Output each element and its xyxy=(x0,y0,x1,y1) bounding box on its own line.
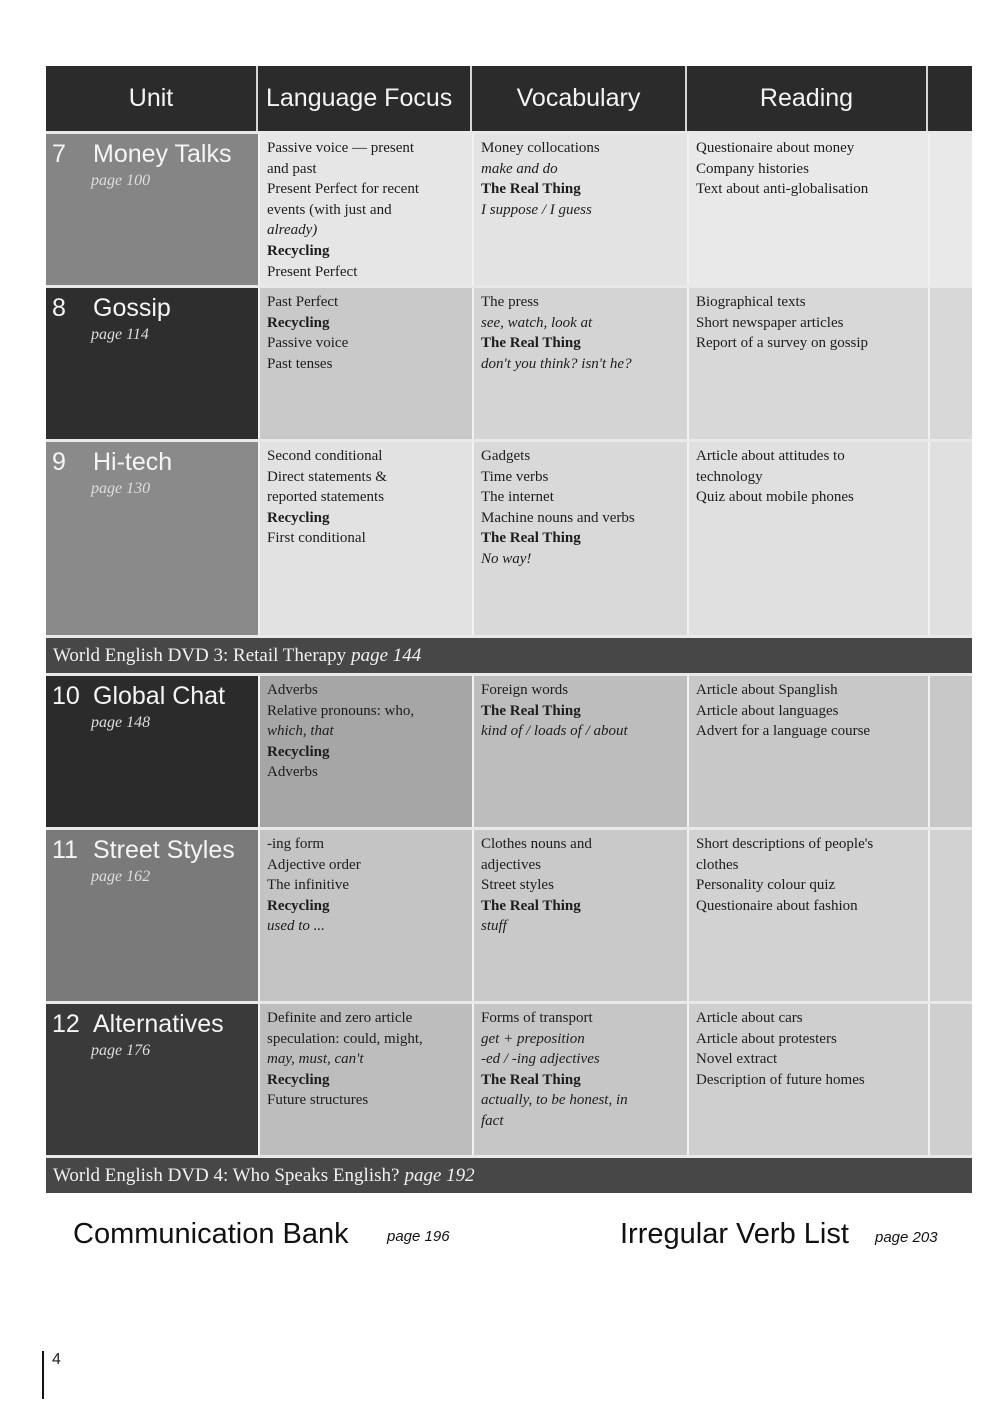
vocabulary-cell xyxy=(472,134,687,285)
unit-row xyxy=(46,285,972,439)
cell-line: Clothes nouns and xyxy=(481,836,592,852)
dvd-label: World English DVD 3: Retail Therapy xyxy=(53,644,347,666)
table-header-row xyxy=(46,66,972,131)
cell-line: used to ... xyxy=(267,918,325,935)
cell-line: Recycling xyxy=(267,509,330,526)
cell-line: clothes xyxy=(696,856,739,873)
cell-line: adjectives xyxy=(481,856,541,873)
unit-cell xyxy=(46,676,258,827)
cell-line: events (with just and xyxy=(267,201,392,218)
unit-page: page 148 xyxy=(91,714,151,731)
cell-line: technology xyxy=(696,468,763,485)
header-unit: Unit xyxy=(46,66,258,131)
cell-line: speculation: could, might, xyxy=(267,1030,423,1047)
cell-line: The Real Thing xyxy=(481,1071,581,1088)
header-reading: Reading xyxy=(687,66,928,131)
cell-line: Short newspaper articles xyxy=(696,314,844,331)
cell-line: Forms of transport xyxy=(481,1010,593,1026)
unit-number: 10 xyxy=(52,682,80,710)
unit-cell xyxy=(46,1004,258,1155)
next-column-cell xyxy=(928,676,972,827)
dvd-band xyxy=(46,1155,972,1193)
cell-line: The press xyxy=(481,294,539,310)
language-focus-cell xyxy=(258,676,472,827)
cell-line: Second conditional xyxy=(267,448,383,464)
unit-name: Money Talks xyxy=(93,140,232,168)
unit-number: 8 xyxy=(52,294,66,322)
unit-cell xyxy=(46,288,258,439)
next-column-cell xyxy=(928,134,972,285)
unit-number: 11 xyxy=(52,836,78,864)
dvd-label: World English DVD 4: Who Speaks English? xyxy=(53,1164,400,1186)
reading-cell xyxy=(687,134,928,285)
vocabulary-cell xyxy=(472,830,687,1001)
unit-row xyxy=(46,131,972,285)
cell-line: Recycling xyxy=(267,1071,330,1088)
cell-line: which, that xyxy=(267,723,334,740)
cell-line: No way! xyxy=(481,550,532,567)
dvd-page: page 144 xyxy=(351,644,422,666)
cell-line: see, watch, look at xyxy=(481,314,593,331)
unit-page: page 100 xyxy=(91,172,151,189)
cell-line: stuff xyxy=(481,918,507,935)
cell-line: Short descriptions of people's xyxy=(696,836,874,852)
cell-line: Definite and zero article xyxy=(267,1010,413,1026)
unit-name: Alternatives xyxy=(93,1010,224,1038)
unit-row xyxy=(46,827,972,1001)
unit-number: 7 xyxy=(52,140,66,168)
unit-row xyxy=(46,1001,972,1155)
cell-line: Present Perfect xyxy=(267,263,358,280)
communication-bank-title: Communication Bank xyxy=(73,1218,349,1250)
reading-cell xyxy=(687,830,928,1001)
reading-cell xyxy=(687,1004,928,1155)
cell-line: Questionaire about money xyxy=(696,140,855,156)
language-focus-cell xyxy=(258,830,472,1001)
irregular-verb-list-title: Irregular Verb List xyxy=(620,1218,849,1250)
cell-line: Recycling xyxy=(267,242,330,259)
next-column-cell xyxy=(928,288,972,439)
dvd-page: page 192 xyxy=(404,1164,475,1186)
reading-cell xyxy=(687,442,928,635)
cell-line: Description of future homes xyxy=(696,1071,865,1088)
header-next-column xyxy=(928,66,972,131)
cell-line: Article about languages xyxy=(696,702,839,719)
cell-line: Money collocations xyxy=(481,140,600,156)
cell-line: Street styles xyxy=(481,877,554,894)
next-column-cell xyxy=(928,442,972,635)
language-focus-cell xyxy=(258,442,472,635)
page-number-rule xyxy=(42,1351,44,1399)
language-focus-cell xyxy=(258,134,472,285)
vocabulary-cell xyxy=(472,676,687,827)
cell-line: Gadgets xyxy=(481,448,531,464)
unit-page: page 130 xyxy=(91,480,151,497)
cell-line: The internet xyxy=(481,489,554,506)
cell-line: The Real Thing xyxy=(481,530,581,547)
page-number: 4 xyxy=(52,1351,61,1368)
cell-line: fact xyxy=(481,1112,504,1129)
cell-line: get + preposition xyxy=(481,1030,585,1047)
unit-cell xyxy=(46,442,258,635)
cell-line: make and do xyxy=(481,160,558,177)
unit-number: 9 xyxy=(52,448,66,476)
cell-line: Passive voice — present xyxy=(267,140,415,156)
cell-line: The Real Thing xyxy=(481,897,581,914)
cell-line: Article about protesters xyxy=(696,1030,837,1047)
cell-line: already) xyxy=(267,222,318,239)
cell-line: Recycling xyxy=(267,314,330,331)
cell-line: don't you think? isn't he? xyxy=(481,355,632,372)
header-vocabulary: Vocabulary xyxy=(472,66,687,131)
next-column-cell xyxy=(928,830,972,1001)
unit-name: Street Styles xyxy=(93,836,235,864)
cell-line: Report of a survey on gossip xyxy=(696,335,869,352)
reading-cell xyxy=(687,288,928,439)
contents-table xyxy=(46,66,972,1193)
cell-line: actually, to be honest, in xyxy=(481,1092,628,1109)
cell-line: I suppose / I guess xyxy=(481,201,592,218)
cell-line: Text about anti-globalisation xyxy=(696,181,869,198)
cell-line: Article about cars xyxy=(696,1010,803,1026)
irregular-verb-list-page: page 203 xyxy=(875,1229,938,1246)
unit-cell xyxy=(46,134,258,285)
cell-line: Adverbs xyxy=(267,682,318,698)
header-language-focus: Language Focus xyxy=(258,66,472,131)
vocabulary-cell xyxy=(472,442,687,635)
cell-line: Novel extract xyxy=(696,1051,778,1068)
cell-line: Passive voice xyxy=(267,335,349,352)
cell-line: Advert for a language course xyxy=(696,723,871,740)
cell-line: Personality colour quiz xyxy=(696,877,836,894)
cell-line: Quiz about mobile phones xyxy=(696,489,854,506)
cell-line: Direct statements & xyxy=(267,468,387,485)
unit-name: Gossip xyxy=(93,294,171,322)
vocabulary-cell xyxy=(472,1004,687,1155)
cell-line: Time verbs xyxy=(481,468,549,485)
cell-line: Article about Spanglish xyxy=(696,682,838,698)
unit-cell xyxy=(46,830,258,1001)
cell-line: The Real Thing xyxy=(481,702,581,719)
next-column-cell xyxy=(928,1004,972,1155)
cell-line: reported statements xyxy=(267,489,385,506)
unit-row xyxy=(46,439,972,635)
unit-number: 12 xyxy=(52,1010,80,1038)
unit-row xyxy=(46,673,972,827)
cell-line: -ing form xyxy=(267,836,325,852)
cell-line: First conditional xyxy=(267,530,366,547)
cell-line: Present Perfect for recent xyxy=(267,181,420,198)
cell-line: Adjective order xyxy=(267,856,361,873)
unit-page: page 176 xyxy=(91,1042,151,1059)
communication-bank-page: page 196 xyxy=(387,1228,450,1245)
cell-line: Questionaire about fashion xyxy=(696,897,858,914)
cell-line: Foreign words xyxy=(481,682,569,698)
vocabulary-cell xyxy=(472,288,687,439)
cell-line: Article about attitudes to xyxy=(696,448,845,464)
cell-line: Future structures xyxy=(267,1092,369,1109)
cell-line: Relative pronouns: who, xyxy=(267,702,415,719)
cell-line: Recycling xyxy=(267,897,330,914)
cell-line: The infinitive xyxy=(267,877,350,894)
cell-line: Adverbs xyxy=(267,764,318,781)
cell-line: Company histories xyxy=(696,160,809,177)
cell-line: The Real Thing xyxy=(481,335,581,352)
cell-line: -ed / -ing adjectives xyxy=(481,1051,600,1068)
cell-line: Biographical texts xyxy=(696,294,806,310)
language-focus-cell xyxy=(258,288,472,439)
cell-line: Recycling xyxy=(267,743,330,760)
reading-cell xyxy=(687,676,928,827)
dvd-band xyxy=(46,635,972,673)
cell-line: The Real Thing xyxy=(481,181,581,198)
cell-line: Machine nouns and verbs xyxy=(481,509,635,526)
unit-page: page 114 xyxy=(91,326,149,343)
cell-line: Past Perfect xyxy=(267,294,339,310)
cell-line: kind of / loads of / about xyxy=(481,723,628,740)
unit-name: Global Chat xyxy=(93,682,226,710)
unit-page: page 162 xyxy=(91,868,151,885)
cell-line: and past xyxy=(267,160,317,177)
unit-name: Hi-tech xyxy=(93,448,173,476)
cell-line: Past tenses xyxy=(267,355,333,372)
language-focus-cell xyxy=(258,1004,472,1155)
cell-line: may, must, can't xyxy=(267,1051,364,1068)
